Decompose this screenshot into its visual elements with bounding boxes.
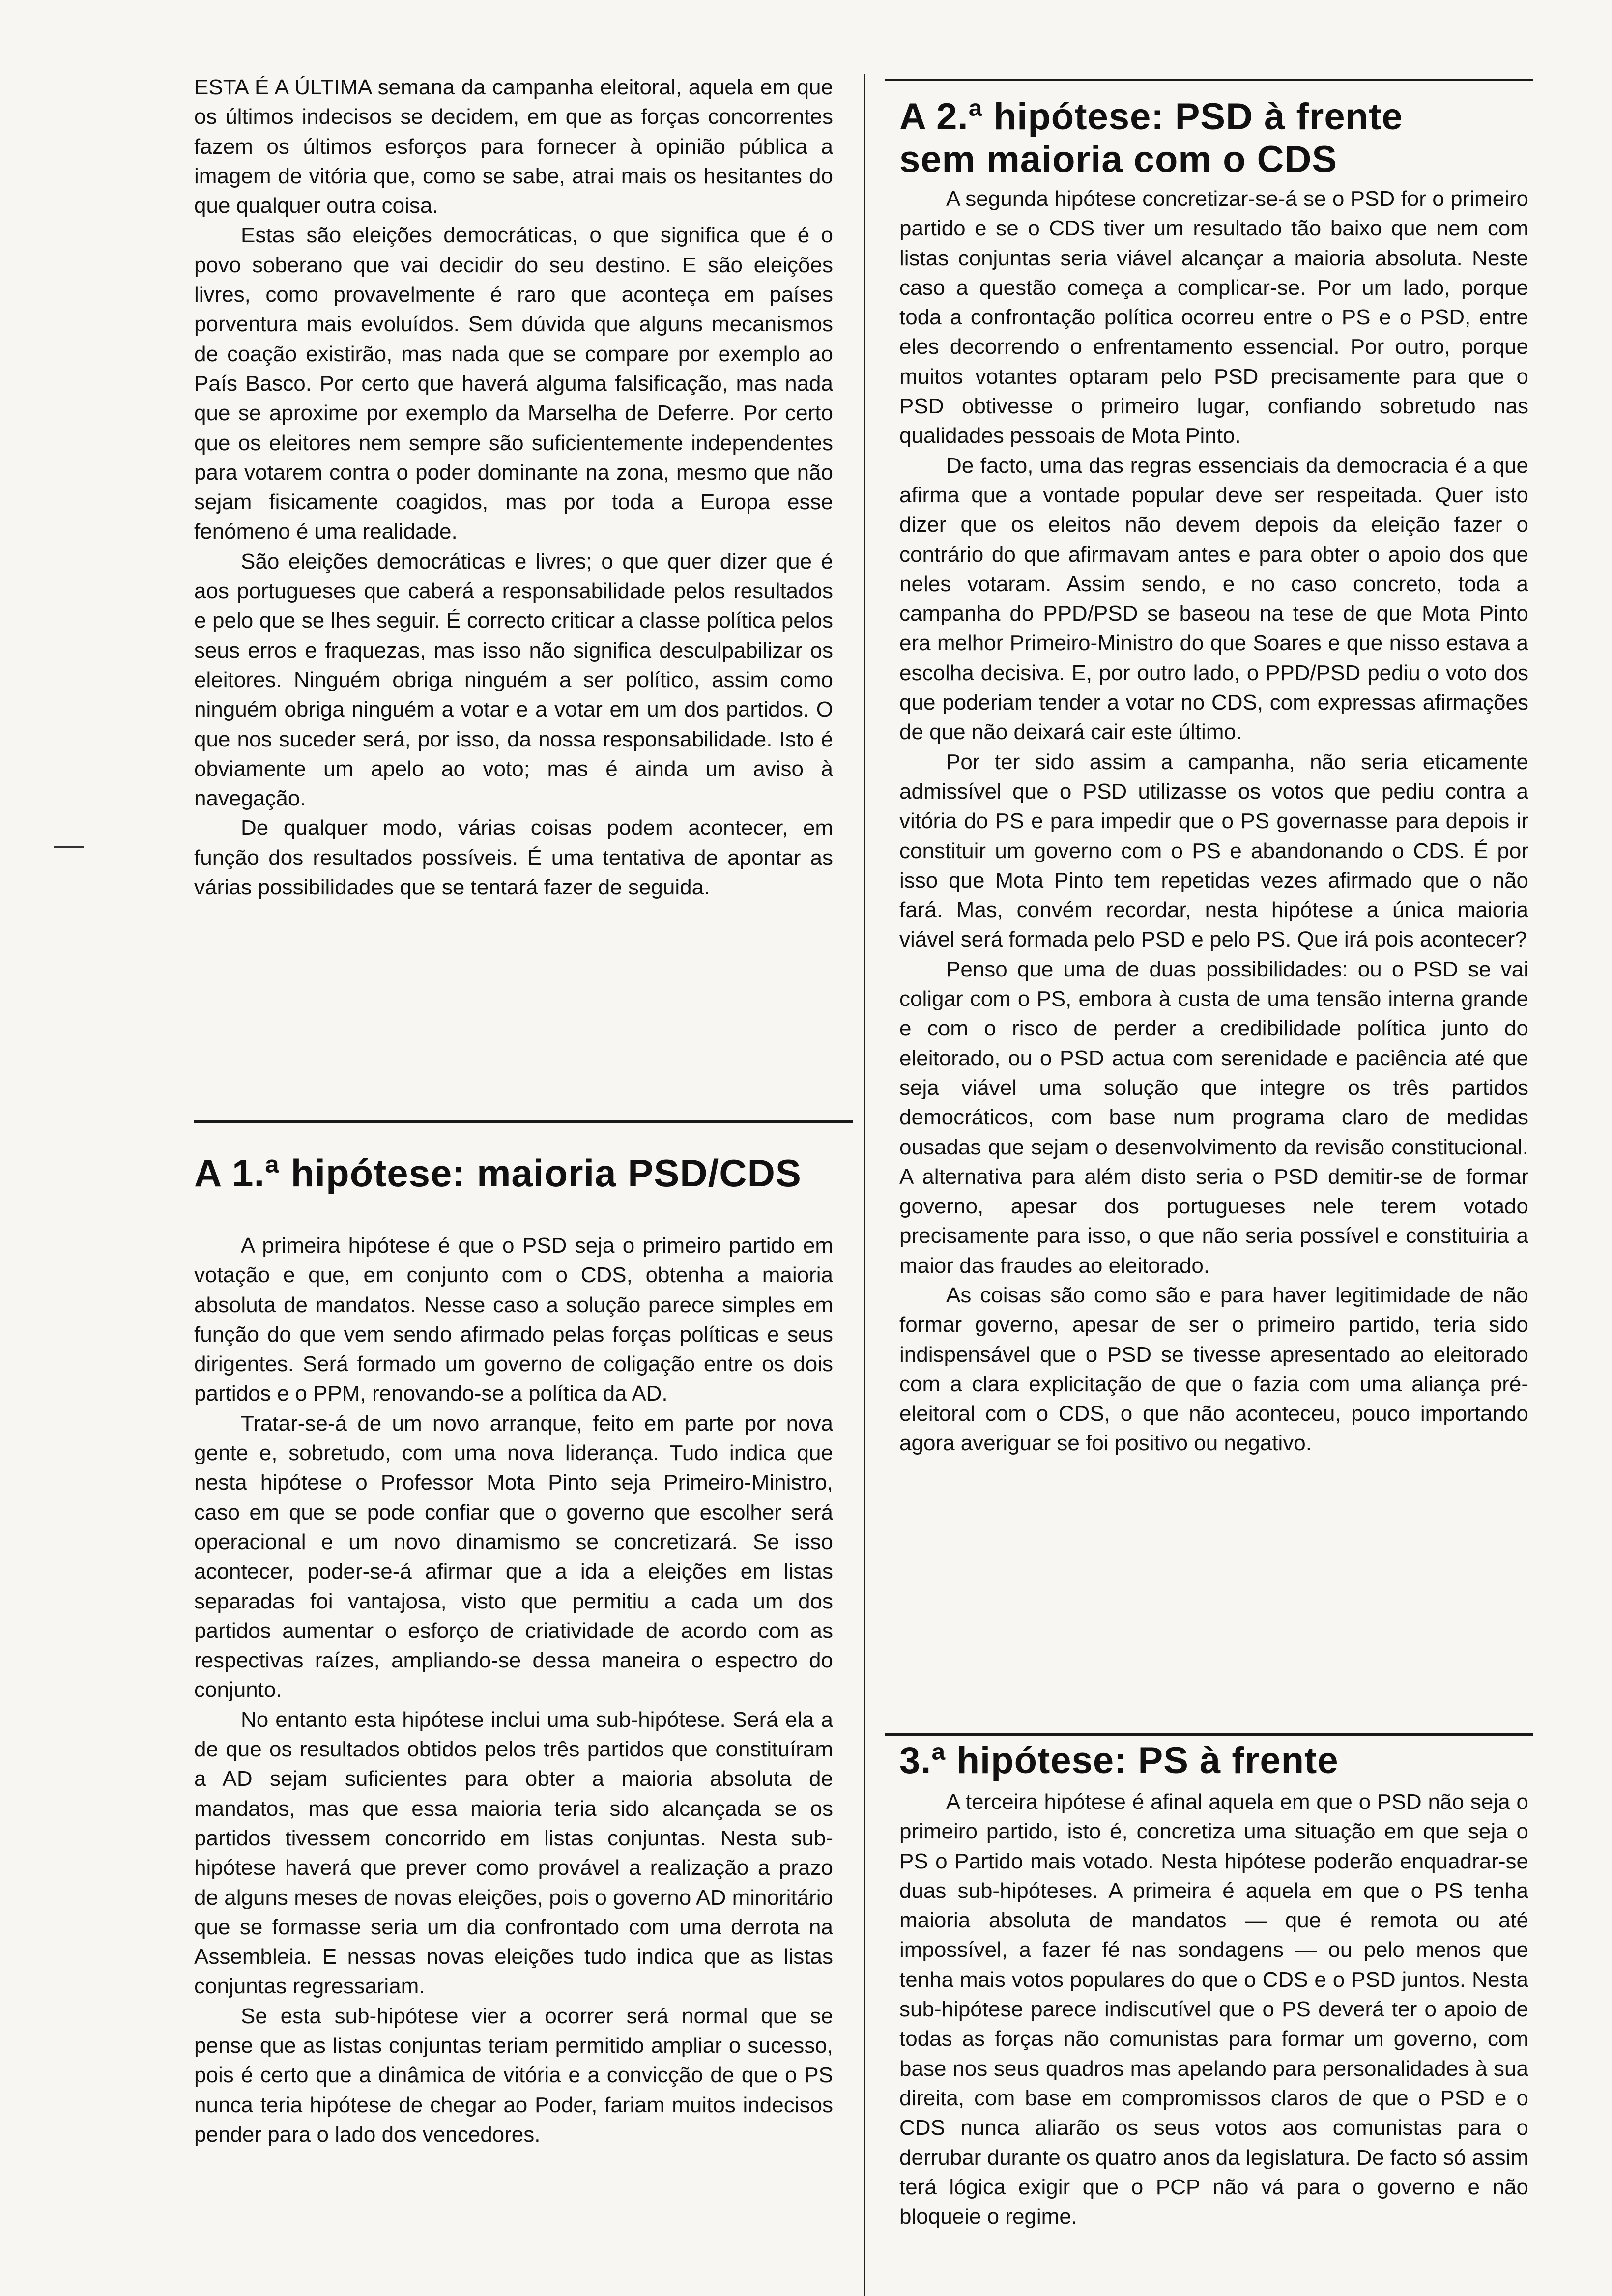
section2-heading-line1: A 2.ª hipótese: PSD à frente [899,96,1403,138]
column-divider [864,74,865,2296]
section1-paragraph: Se esta sub-hipótese vier a ocorrer será normal que se pense que as listas conjuntas teriam permitido ampliar o sucesso, pois é certo que a dinâmica de vitória e a convicção de que o PS nunca teria hipótese de chegar ao Poder, fariam muitos indecisos pender para o lado dos vencedores. [194,2004,833,2147]
section3-paragraph: A terceira hipótese é afinal aquela em que o PSD não seja o primeiro partido, isto é, concretiza uma situação em que seja o PS o Partido mais votado. Nesta hipótese poderão enquadrar-se duas sub-hipóteses. A primeira é aquela em que o PS tenha maioria absoluta de mandatos — que é remota ou até impossível, a fazer fé nas sondagens — ou pelo menos que tenha mais votos populares do que o CDS e o PSD juntos. Nesta sub-hipótese parece indiscutível que o PS deverá ter o apoio de todas as forças não comunistas para formar um governo, com base nos seus quadros mas apelando para personalidades à sua direita, com base em compromissos claros de que o PSD e o CDS nunca aliarão os seus votos aos comunistas para o derrubar durante os quatro anos da legislatura. De facto só assim terá lógica exigir que o PCP não vá para o governo e não bloqueie o regime. [899,1790,1528,2229]
section2-heading-line2: sem maioria com o CDS [899,139,1338,180]
top-rule-right [885,79,1533,81]
intro-paragraph: São eleições democráticas e livres; o que quer dizer que é aos portugueses que caberá a responsabilidade pelos resultados e pelo que se lhes seguir. É correcto criticar a classe política pelos seus erros e fraquezas, mas isso não significa desculpabilizar os eleitores. Ninguém obriga ninguém a ser político, assim como ninguém obriga ninguém a votar e a votar em um dos partidos. O que nos suceder será, por isso, da nossa responsabilidade. Isto é obviamente um apelo ao voto; mas é ainda um aviso à navegação. [194,549,833,811]
section3-body [899,1787,1528,2232]
intro-block [194,73,833,902]
section2-paragraph: Penso que uma de duas possibilidades: ou o PSD se vai coligar com o PS, embora à custa de uma tensão interna grande e com o risco de perder a credibilidade política junto do eleitorado, ou o PSD actua com serenidade e paciência até que seja viável uma solução que integre os três partidos democráticos, com base num programa claro de medidas ousadas que sejam o desenvolvimento da revisão constitucional. A alternativa para além disto seria o PSD demitir-se de formar governo, apesar dos portugueses nele terem votado precisamente para isso, o que não seria possível e constituiria a maior das fraudes ao eleitorado. [899,957,1528,1278]
section1-top-rule [194,1120,853,1123]
section2-paragraph: Por ter sido assim a campanha, não seria eticamente admissível que o PSD utilizasse os votos que pediu contra a vitória do PS e para impedir que o PS governasse para depois ir constituir um governo com o PS e abandonando o CDS. É por isso que Mota Pinto tem repetidas vezes afirmado que o não fará. Mas, convém recordar, nesta hipótese a única maioria viável será formada pelo PSD e pelo PS. Que irá pois acontecer? [899,749,1528,952]
section2-paragraph: A segunda hipótese concretizar-se-á se o PSD for o primeiro partido e se o CDS tiver um resultado tão baixo que nem com listas conjuntas seria viável alcançar a maioria absoluta. Neste caso a questão começa a complicar-se. Por um lado, porque toda a confrontação política ocorreu entre o PS e o PSD, entre eles decorrendo o enfrentamento essencial. Por outro, porque muitos votantes optaram pelo PSD precisamente para que o PSD obtivesse o primeiro lugar, confiando sobretudo nas qualidades pessoais de Mota Pinto. [899,187,1528,448]
section1-heading: A 1.ª hipótese: maioria PSD/CDS [194,1151,802,1195]
section2-paragraph: De facto, uma das regras essenciais da democracia é a que afirma que a vontade popular deve ser respeitada. Quer isto dizer que os eleitos não devem depois da eleição fazer o contrário do que afirmavam antes e para obter o apoio dos que neles votaram. Assim sendo, e no caso concreto, toda a campanha do PPD/PSD se baseou na tese de que Mota Pinto era melhor Primeiro-Ministro do que Soares e que nisso estava a escolha decisiva. E, por outro lado, o PPD/PSD pediu o voto dos que poderiam tender a votar no CDS, com expressas afirmações de que não deixará cair este último. [899,453,1528,745]
section3-top-rule [885,1733,1533,1736]
section2-paragraph: As coisas são como são e para haver legitimidade de não formar governo, apesar de ser o primeiro partido, teria sido indispensável que o PSD se tivesse apresentado ao eleitorado com a clara explicitação de que o fazia com uma aliança pré-eleitoral com o CDS, o que não aconteceu, pouco importando agora averiguar se foi positivo ou negativo. [899,1283,1528,1456]
intro-paragraph: Estas são eleições democráticas, o que significa que é o povo soberano que vai decidir do seu destino. E são eleições livres, como provavelmente é raro que aconteça em países porventura mais evoluídos. Sem dúvida que alguns mecanismos de coação existirão, mas nada que se compare por exemplo ao País Basco. Por certo que haverá alguma falsificação, mas nada que se aproxime por exemplo da Marselha de Deferre. Por certo que os eleitores nem sempre são suficientemente independentes para votarem contra o poder dominante na zona, mesmo que não sejam fisicamente coagidos, mas por toda a Europa esse fenómeno é uma realidade. [194,223,833,544]
margin-tick [54,846,84,848]
section1-paragraph: Tratar-se-á de um novo arranque, feito em parte por nova gente e, sobretudo, com uma nova liderança. Tudo indica que nesta hipótese o Professor Mota Pinto seja Primeiro-Ministro, caso em que se pode confiar que o governo que escolher será operacional e um novo dinamismo se concretizará. Se isso acontecer, poder-se-á afirmar que a ida a eleições em listas separadas foi vantajosa, visto que permitiu a cada um dos partidos aumentar o esforço de criatividade de acordo com as respectivas raízes, ampliando-se dessa maneira o espectro do conjunto. [194,1411,833,1702]
section1-body [194,1231,833,2150]
section1-paragraph: No entanto esta hipótese inclui uma sub-hipótese. Será ela a de que os resultados obtidos pelos três partidos que constituíram a AD sejam suficientes para obter a maioria absoluta de mandatos, mas que essa maioria teria sido alcançada se os partidos tivessem concorrido em listas conjuntas. Nesta sub-hipótese haverá que prever como provável a realização a prazo de alguns meses de novas eleições, pois o governo AD minoritário que se formasse seria um dia confrontado com uma derrota na Assembleia. E nessas novas eleições tudo indica que as listas conjuntas regressariam. [194,1707,833,1999]
section1-paragraph: A primeira hipótese é que o PSD seja o primeiro partido em votação e que, em conjunto com o CDS, obtenha a maioria absoluta de mandatos. Nesse caso a solução parece simples em função do que vem sendo afirmado pelas forças políticas e seus dirigentes. Será formado um governo de coligação entre os dois partidos e o PPM, renovando-se a política da AD. [194,1234,833,1406]
section3-heading: 3.ª hipótese: PS à frente [899,1740,1339,1781]
intro-paragraph: ESTA É A ÚLTIMA semana da campanha eleitoral, aquela em que os últimos indecisos se decidem, em que as forças concorrentes fazem os últimos esforços para fornecer à opinião pública a imagem de vitória que, como se sabe, atrai mais os hesitantes do que qualquer outra coisa. [194,75,833,218]
intro-paragraph: De qualquer modo, várias coisas podem acontecer, em função dos resultados possíveis. É uma tentativa de apontar as várias possibilidades que se tentará fazer de seguida. [194,816,833,900]
section2-body [899,184,1528,1459]
